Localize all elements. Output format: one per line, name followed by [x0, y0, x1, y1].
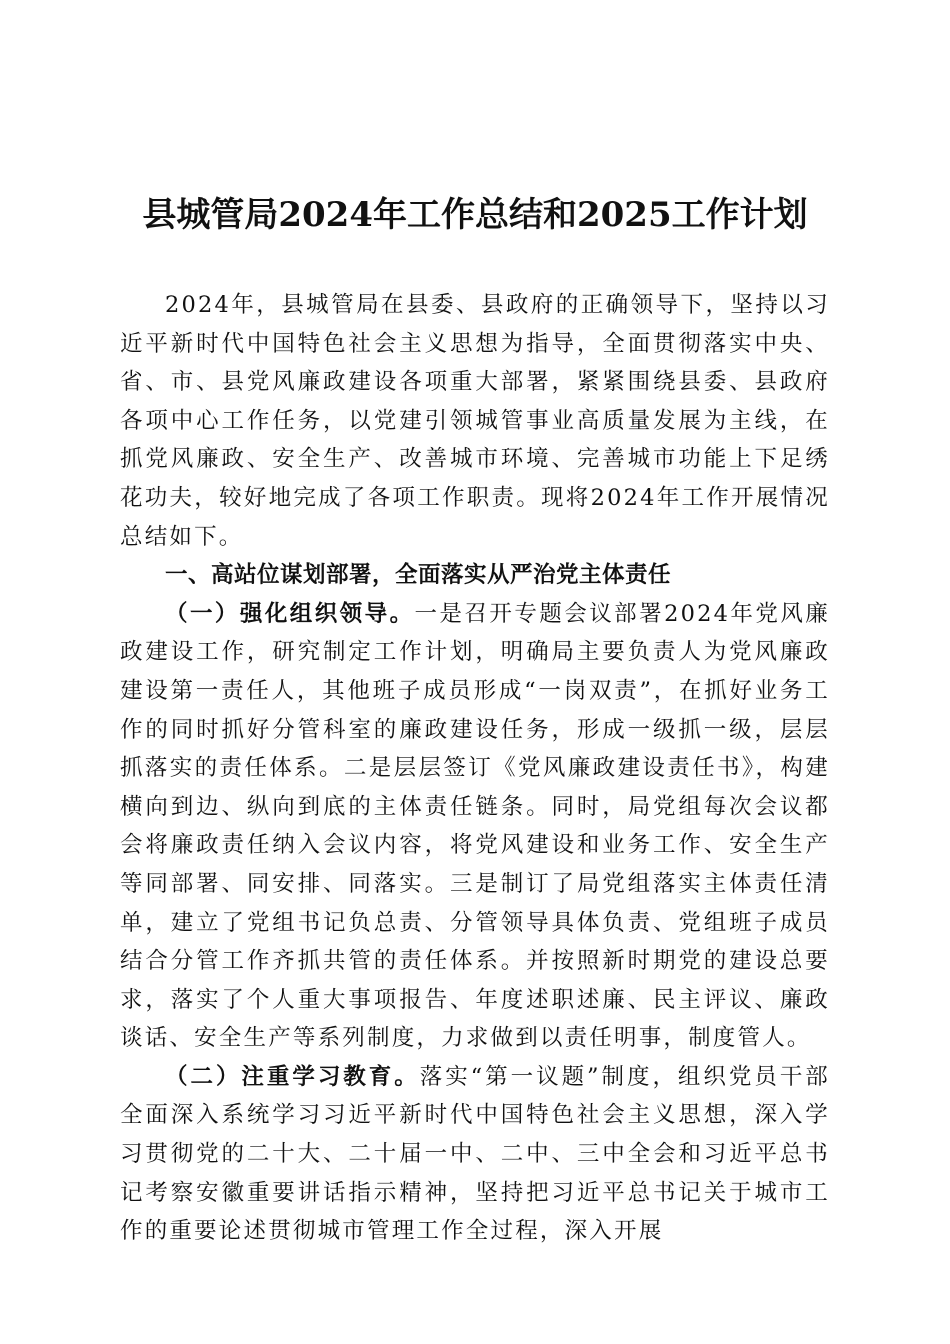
- document-body: [120, 286, 830, 1251]
- subsection-text-1: 一是召开专题会议部署2024年党风廉政建设工作，研究制定工作计划，明确局主要负责人为党风廉政建设第一责任人，其他班子成员形成“一岗双责”，在抓好业务工作的同时抓好分管科室的廉政建设任务，形成一级抓一级，层层抓落实的责任体系。二是层层签订《党风廉政建设责任书》，构建横向到边、纵向到底的主体责任链条。同时，局党组每次会议都会将廉政责任纳入会议内容，将党风建设和业务工作、安全生产等同部署、同安排、同落实。三是制订了局党组落实主体责任清单，建立了党组书记负总责、分管领导具体负责、党组班子成员结合分管工作齐抓共管的责任体系。并按照新时期党的建设总要求，落实了个人重大事项报告、年度述职述廉、民主评议、廉政谈话、安全生产等系列制度，力求做到以责任明事，制度管人。: [120, 600, 830, 1052]
- intro-paragraph: 2024年，县城管局在县委、县政府的正确领导下，坚持以习近平新时代中国特色社会主义思想为指导，全面贯彻落实中央、省、市、县党风廉政建设各项重大部署，紧紧围绕县委、县政府各项中心工作任务，以党建引领城管事业高质量发展为主线，在抓党风廉政、安全生产、改善城市环境、完善城市功能上下足绣花功夫，较好地完成了各项工作职责。现将2024年工作开展情况总结如下。: [120, 292, 830, 550]
- subsection-paragraph-2: [120, 1058, 830, 1251]
- subsection-lead-1: （一）强化组织领导。: [165, 600, 415, 627]
- document-title: 县城管局2024年工作总结和2025工作计划: [142, 195, 808, 235]
- subsection-text-2: 落实“第一议题”制度，组织党员干部全面深入系统学习习近平新时代中国特色社会主义思想，深入学习贯彻党的二十大、二十届一中、二中、三中全会和习近平总书记考察安徽重要讲话指示精神，坚持把习近平总书记关于城市工作的重要论述贯彻城市管理工作全过程，深入开展: [120, 1063, 830, 1245]
- section-heading-1: 一、高站位谋划部署，全面落实从严治党主体责任: [165, 562, 672, 589]
- subsection-lead-2: （二）注重学习教育。: [165, 1063, 420, 1090]
- subsection-paragraph-1: [120, 595, 830, 1058]
